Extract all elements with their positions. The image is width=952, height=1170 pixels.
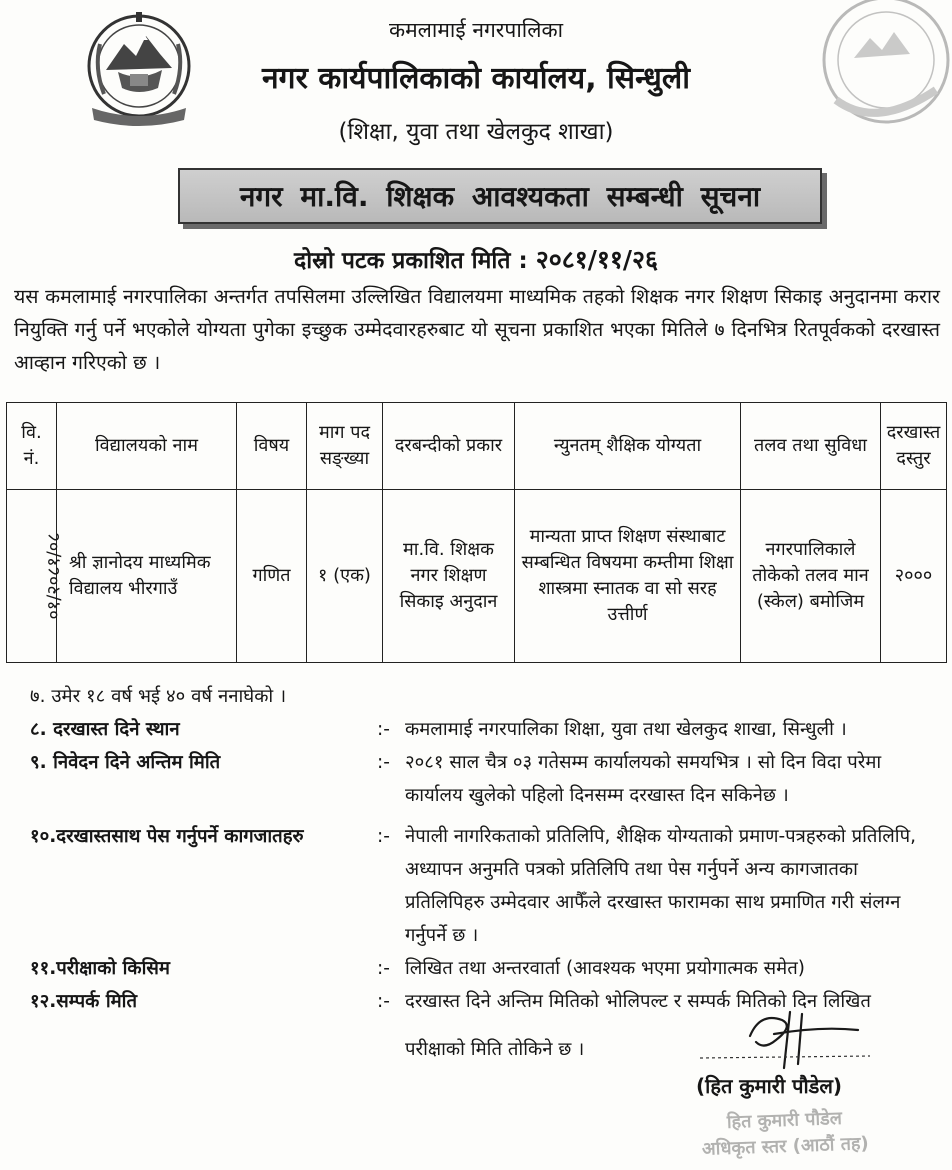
header-fee: दरखास्त दस्तुर: [881, 403, 947, 490]
officer-stamp: [669, 1104, 901, 1170]
serial-number: ०१/२०८१/०८: [43, 532, 65, 620]
signature-icon: [690, 1006, 880, 1076]
publication-label: दोस्रो पटक प्रकाशित मिति: [294, 248, 511, 274]
item-separator: :-: [377, 958, 390, 979]
item-label: १०.दरखास्तसाथ पेस गर्नुपर्ने कागजातहरु: [30, 826, 304, 847]
condition-age: ७. उमेर १८ वर्ष भई ४० वर्ष ननाघेको ।: [30, 686, 287, 707]
municipality-name: कमलामाई नगरपालिका: [388, 18, 564, 42]
list-item: [30, 746, 940, 812]
office-name: नगर कार्यपालिकाको कार्यालय, सिन्धुली: [262, 61, 690, 96]
publication-date-line: [0, 242, 952, 276]
item-label: ८. दरखास्त दिने स्थान: [30, 719, 180, 740]
list-item: [30, 713, 940, 746]
item-label: ११.परीक्षाको किसिम: [30, 958, 170, 979]
header-type: दरबन्दीको प्रकार: [383, 403, 515, 490]
item-label: १२.सम्पर्क मिति: [30, 991, 138, 1012]
stamp-line-name: हित कुमारी पौडेल: [726, 1108, 843, 1134]
cell-subject: गणित: [237, 490, 307, 663]
stamp-line-rank: अधिकृत स्तर (आठौं तह): [701, 1133, 870, 1160]
vacancy-table: [6, 402, 947, 663]
publication-separator: :: [518, 248, 528, 274]
condition-item-7: [30, 680, 940, 713]
intro-paragraph: यस कमलामाई नगरपालिका अन्तर्गत तपसिलमा उल्लिखित विद्यालयमा माध्यमिक तहको शिक्षक नगर शिक्षण सिकाइ अनुदानमा करार नियुक्ति गर्नु पर्ने भएकोले योग्यता पुगेका इच्छुक उम्मेदवारहरुबाट यो सूचना प्रकाशित भएका मितिले ७ दिनभित्र रितपूर्वकको दरखास्त आव्हान गरिएको छ ।: [14, 285, 940, 374]
header-qualification: न्युनतम् शैक्षिक योग्यता: [515, 403, 741, 490]
notice-title: नगर मा.वि. शिक्षक आवश्यकता सम्बन्धी सूचना: [178, 168, 822, 224]
cell-type: मा.वि. शिक्षक नगर शिक्षण सिकाइ अनुदान: [383, 490, 515, 663]
cell-sn: [7, 490, 65, 663]
header-subject: विषय: [237, 403, 307, 490]
item-value: दरखास्त दिने अन्तिम मितिको भोलिपल्ट र सम्पर्क मितिको दिन लिखित: [405, 991, 871, 1012]
cell-qualification: मान्यता प्राप्त शिक्षण संस्थाबाट सम्बन्धित विषयमा कम्तीमा शिक्षा शास्त्रमा स्नातक वा सो सरह उत्तीर्ण: [515, 490, 741, 663]
conditions-list: [30, 680, 940, 1018]
closing-line: परीक्षाको मिति तोकिने छ ।: [405, 1039, 585, 1060]
list-item: [30, 952, 940, 985]
item-separator: :-: [377, 719, 390, 740]
cell-salary: नगरपालिकाले तोकेको तलव मान (स्केल) बमोजिम: [741, 490, 881, 663]
publication-date: २०८१/११/२६: [535, 245, 658, 274]
cell-fee: २०००: [881, 490, 947, 663]
header-sn: वि. नं.: [7, 403, 57, 490]
item-label: ९. निवेदन दिने अन्तिम मिति: [30, 752, 221, 773]
item-value: कमलामाई नगरपालिका शिक्षा, युवा तथा खेलकुद शाखा, सिन्धुली ।: [405, 719, 847, 740]
branch-name: (शिक्षा, युवा तथा खेलकुद शाखा): [338, 119, 614, 145]
table-header-row: [7, 403, 947, 490]
cell-school: श्री ज्ञानोदय माध्यमिक विद्यालय भीरगाउँ: [57, 490, 237, 663]
signer-name: (हित कुमारी पौडेल): [696, 1074, 843, 1098]
header-school: विद्यालयको नाम: [57, 403, 237, 490]
item-separator: :-: [377, 826, 390, 847]
item-value: २०८१ साल चैत्र ०३ गतेसम्म कार्यालयको समयभित्र । सो दिन विदा परेमा कार्यालय खुलेको पहिलो दिनसम्म दरखास्त दिन सकिनेछ ।: [405, 752, 882, 806]
cell-posts: १ (एक): [307, 490, 383, 663]
item-separator: :-: [377, 752, 390, 773]
list-item: [30, 820, 940, 952]
item-separator: :-: [377, 991, 390, 1012]
item-value: नेपाली नागरिकताको प्रतिलिपि, शैक्षिक योग्यताको प्रमाण-पत्रहरुको प्रतिलिपि, अध्यापन अनुमति पत्रको प्रतिलिपि तथा पेस गर्नुपर्ने अन्य कागजातका प्रतिलिपिहरु उम्मेदवार आफैँले दरखास्त फारामका साथ प्रमाणित गरी संलग्न गर्नुपर्ने छ ।: [405, 826, 916, 946]
item-value: लिखित तथा अन्तरवार्ता (आवश्यक भएमा प्रयोगात्मक समेत): [405, 958, 805, 979]
header-posts: माग पद सङ्ख्या: [307, 403, 383, 490]
header-salary: तलव तथा सुविधा: [741, 403, 881, 490]
table-row: [7, 490, 947, 663]
